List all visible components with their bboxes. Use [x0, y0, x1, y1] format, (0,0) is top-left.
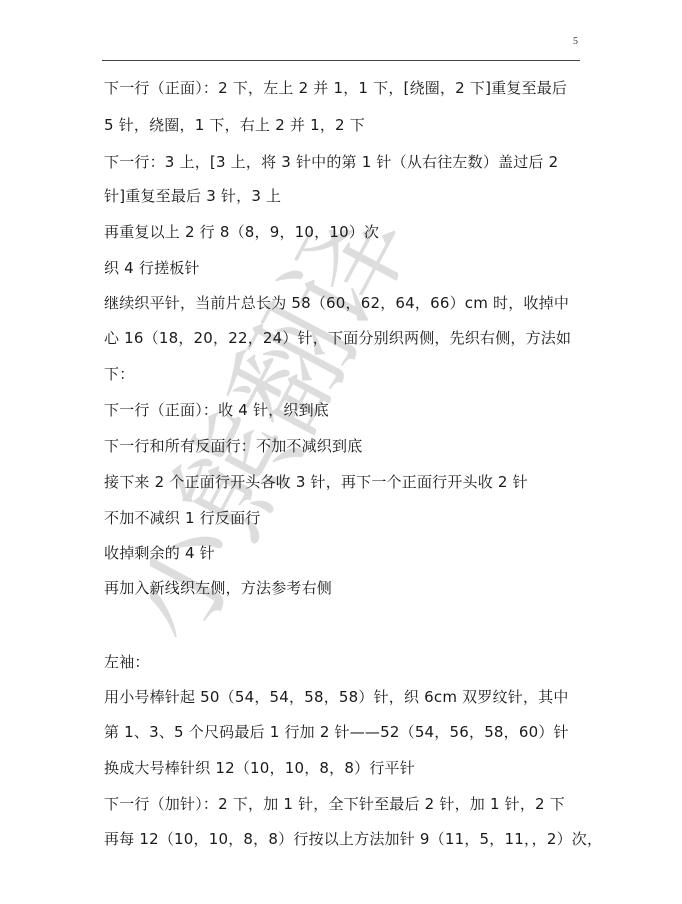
text-line: 5 针，绕圈，1 下，右上 2 并 1，2 下 [104, 116, 365, 134]
text-line: 下一行：3 上，[3 上，将 3 针中的第 1 针（从右往左数）盖过后 2 [104, 153, 559, 171]
text-line: 不加不减织 1 行反面行 [104, 509, 261, 527]
text-line: 换成大号棒针织 12（10，10，8，8）行平针 [104, 759, 415, 777]
text-line: 继续织平针，当前片总长为 58（60，62，64，66）cm 时，收掉中 [104, 294, 570, 312]
text-line: 下： [104, 365, 135, 383]
text-line: 再加入新线织左侧，方法参考右侧 [104, 579, 333, 597]
text-line: 针]重复至最后 3 针，3 上 [104, 187, 282, 205]
text-line: 第 1、3、5 个尺码最后 1 行加 2 针——52（54，56，58，60）针 [104, 723, 569, 741]
page-number: 5 [573, 36, 578, 47]
text-line: 收掉剩余的 4 针 [104, 544, 215, 562]
text-line: 心 16（18，20，22，24）针，下面分别织两侧，先织右侧，方法如 [104, 329, 572, 347]
header-divider [102, 60, 580, 61]
text-line: 用小号棒针起 50（54，54，58，58）针，织 6cm 双罗纹针，其中 [104, 688, 569, 706]
text-line: 织 4 行搓板针 [104, 259, 200, 277]
text-line: 再重复以上 2 行 8（8，9，10，10）次 [104, 223, 380, 241]
text-line: 下一行（正面）：收 4 针，织到底 [104, 401, 329, 419]
text-line: 下一行和所有反面行：不加不减织到底 [104, 437, 363, 455]
text-line: 接下来 2 个正面行开头各收 3 针，再下一个正面行开头收 2 针 [104, 473, 528, 491]
text-line: 再每 12（10，10，8，8）行按以上方法加针 9（11，5，11，，2）次， [104, 830, 603, 848]
section-heading-left-sleeve: 左袖： [104, 653, 150, 671]
text-line: 下一行（正面）：2 下，左上 2 并 1，1 下，[绕圈，2 下]重复至最后 [104, 79, 568, 97]
watermark-text: 小熊翻译 [150, 230, 437, 664]
text-line: 下一行（加针）：2 下，加 1 针，全下针至最后 2 针，加 1 针，2 下 [104, 795, 565, 813]
